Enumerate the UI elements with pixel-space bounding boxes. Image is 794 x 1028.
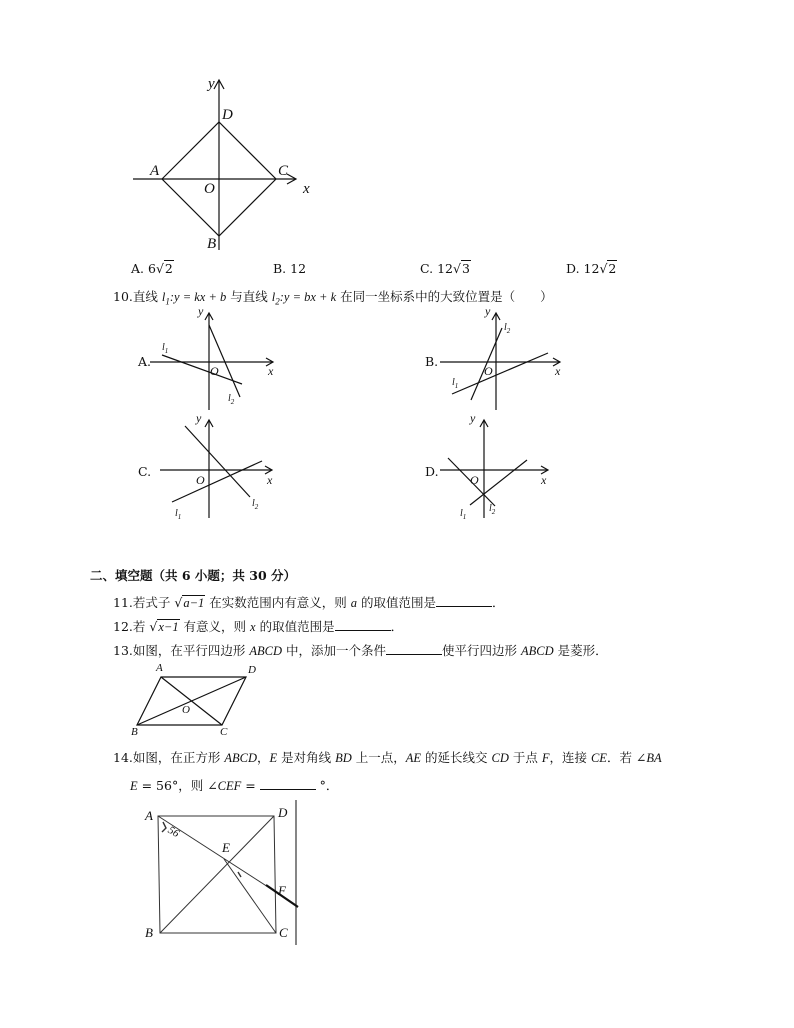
q10c-l1: $l_1$ — [175, 508, 182, 521]
q10-option-b[interactable]: B. — [425, 354, 439, 369]
q14-line1: 14.如图，在正方形 ABCD，E 是对角线 BD 上一点，AE 的延长线交 CD 于点 F，连接 CE．若 ∠BA — [113, 750, 662, 765]
section-2-title: 二、填空题（共 6 小题；共 30 分） — [90, 568, 297, 583]
q9-label-O: O — [204, 181, 215, 197]
q13-label-D: D — [248, 664, 256, 676]
q10b-y: y — [485, 304, 491, 318]
q10c-l2: $l_2$ — [252, 498, 259, 511]
q9-option-a: A. 6√2 — [131, 261, 173, 276]
q10-option-c[interactable]: C. — [138, 464, 152, 479]
q10d-o: O — [470, 473, 479, 487]
q10d-l2: $l_2$ — [489, 503, 496, 516]
q10a-o: O — [210, 364, 219, 378]
q10a-l2: $l_2$ — [228, 393, 235, 406]
q10a-l1: $l_1$ — [162, 342, 169, 355]
q11: 11.若式子 √a−1 在实数范围内有意义，则 a 的取值范围是 ． — [113, 595, 505, 610]
q10c-x: x — [267, 473, 273, 487]
q9-label-A: A — [150, 163, 160, 179]
q14-label-A: A — [145, 808, 153, 823]
q10c-o: O — [196, 473, 205, 487]
q10-option-a[interactable]: A. — [138, 354, 152, 369]
q10c-y: y — [196, 411, 202, 425]
q14-label-F: F — [278, 883, 286, 898]
q9-option-d: D. 12√2 — [566, 261, 617, 276]
q14-line2: E = 56°，则 ∠CEF = °． — [130, 778, 339, 793]
q9-option-b: B. 12 — [273, 261, 307, 276]
q9-label-B: B — [207, 236, 217, 252]
q9-label-y: y — [208, 76, 215, 92]
q13-label-A: A — [156, 662, 163, 674]
q10d-y: y — [470, 411, 476, 425]
q14-label-D: D — [278, 805, 288, 820]
q10d-x: x — [541, 473, 547, 487]
q10b-l2: $l_2$ — [504, 322, 511, 335]
q14-label-C: C — [279, 925, 288, 940]
q14-label-E: E — [222, 840, 230, 855]
q12: 12.若 √x−1 有意义，则 x 的取值范围是 ． — [113, 619, 404, 634]
q14-angle-mark: 56 — [165, 824, 182, 840]
q10a-y: y — [198, 304, 204, 318]
q9-label-D: D — [222, 107, 233, 123]
q10-stem: 10.直线 $l_1:y$ = kx + b 与直线 $l_2:y$ = bx + k 在同一坐标系中的大致位置是（ ） — [113, 289, 553, 307]
q9-option-c: C. 12√3 — [420, 261, 470, 276]
q13-label-B: B — [131, 726, 138, 738]
q13: 13.如图，在平行四边形 ABCD 中，添加一个条件 使平行四边形 ABCD 是菱形． — [113, 643, 608, 658]
q9-label-C: C — [278, 163, 289, 179]
q10b-l1: $l_1$ — [452, 377, 459, 390]
q10d-l1: $l_1$ — [460, 508, 467, 521]
q13-label-O: O — [182, 704, 190, 716]
q10b-x: x — [555, 364, 561, 378]
q13-label-C: C — [220, 726, 228, 738]
q10b-o: O — [484, 364, 493, 378]
q14-label-B: B — [145, 925, 153, 940]
q10-option-d[interactable]: D. — [425, 464, 439, 479]
q10a-x: x — [268, 364, 274, 378]
q9-label-x: x — [303, 181, 310, 197]
